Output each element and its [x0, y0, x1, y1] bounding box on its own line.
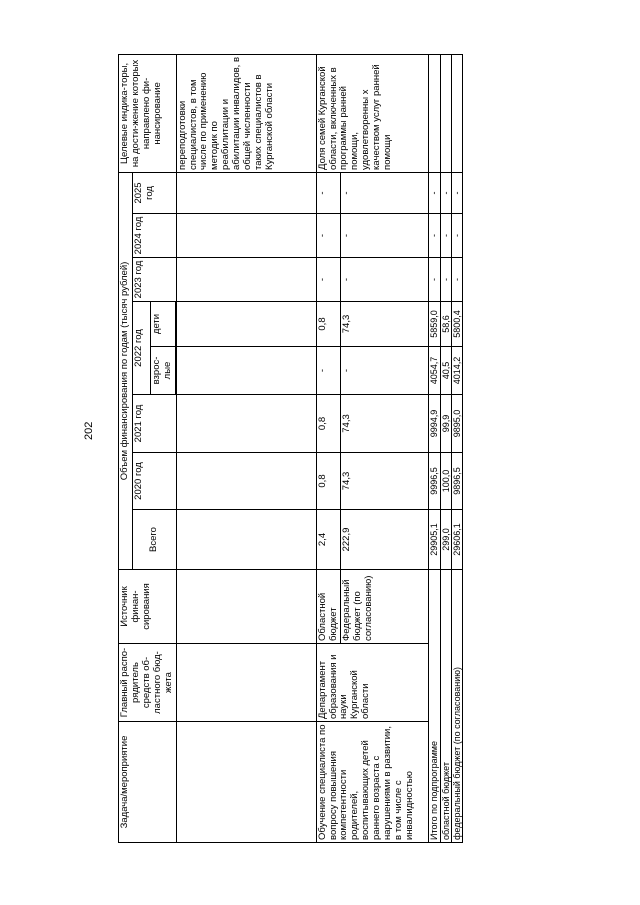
summary-2021: 9895,0 [452, 395, 463, 453]
summary-adults: 4054,7 [429, 347, 440, 395]
header-2022: 2022 год [132, 302, 150, 395]
summary-2025: - [429, 172, 440, 213]
summary-row-regional [440, 54, 451, 842]
header-2021: 2021 год [132, 395, 176, 453]
source-cell: Федеральный бюджет (по согласованию) [341, 570, 429, 644]
table-row [316, 54, 341, 842]
y2021-cell: 74,3 [341, 395, 429, 453]
header-2024: 2024 год [132, 214, 176, 258]
summary-2021: 9994,9 [429, 395, 440, 453]
summary-label: Итого по подпрограмме [429, 570, 440, 843]
summary-total: 299,0 [440, 510, 451, 570]
task-cell: Обучение специалиста по вопросу повышения компетентности родителей, воспитывающих детей раннего возраста с нарушениями в развитии, в том числе с инвалидностью [316, 722, 429, 843]
summary-2020: 9996,5 [429, 453, 440, 510]
summary-2023: - [429, 258, 440, 302]
page-number: 202 [83, 421, 95, 440]
total-cell: 222,9 [341, 510, 429, 570]
summary-2021: 99,9 [440, 395, 451, 453]
summary-2024: - [440, 214, 451, 258]
rotated-document [118, 55, 528, 843]
header-targets: Целевые индика-торы, на дости-жение которых направлено фи-нансирование [119, 54, 177, 172]
summary-2024: - [452, 214, 463, 258]
y2020-cell: 0,8 [316, 453, 341, 510]
summary-2020: 9896,5 [452, 453, 463, 510]
y2023-cell: - [316, 258, 341, 302]
header-children: дети [150, 302, 175, 347]
continued-row [176, 54, 316, 842]
header-2025: 2025 год [132, 172, 176, 213]
summary-children: 58,6 [440, 302, 451, 347]
summary-2023: - [440, 258, 451, 302]
summary-2025: - [440, 172, 451, 213]
summary-row-federal [452, 54, 463, 842]
summary-2023: - [452, 258, 463, 302]
total-cell: 2,4 [316, 510, 341, 570]
y2024-cell: - [316, 214, 341, 258]
manager-cell: Департамент образования и науки Курганской области [316, 644, 429, 722]
header-2023: 2023 год [132, 258, 176, 302]
header-source: Источник финан-сирования [119, 570, 177, 644]
header-volume: Объем финансирования по годам (тысяч рублей) [119, 172, 133, 569]
summary-label: областной бюджет [440, 570, 451, 843]
header-task: Задача/мероприятие [119, 722, 177, 843]
summary-adults: 4014,2 [452, 347, 463, 395]
header-adults: взрос-лые [150, 347, 175, 395]
y2024-cell: - [341, 214, 429, 258]
y2023-cell: - [341, 258, 429, 302]
y2025-cell: - [316, 172, 341, 213]
source-cell: Областной бюджет [316, 570, 341, 644]
header-total: Всего [132, 510, 176, 570]
summary-label: федеральный бюджет (по согласованию) [452, 570, 463, 843]
adults-cell: - [316, 347, 341, 395]
summary-total: 29606,1 [452, 510, 463, 570]
summary-2024: - [429, 214, 440, 258]
summary-2025: - [452, 172, 463, 213]
target-cell: Доля семей Курганской области, включенных в программы ранней помощи, удовлетворенны х качеством услуг ранней помощи [316, 54, 429, 172]
header-manager: Главный распо-рядитель средств об-ластного бюд-жета [119, 644, 177, 722]
summary-2020: 100,0 [440, 453, 451, 510]
adults-cell: - [341, 347, 429, 395]
y2021-cell: 0,8 [316, 395, 341, 453]
header-2020: 2020 год [132, 453, 176, 510]
children-cell: 0,8 [316, 302, 341, 347]
summary-adults: 40,5 [440, 347, 451, 395]
summary-children: 5800,4 [452, 302, 463, 347]
target-continued: переподготовки специалистов, в том числе по применению методик по реабилитации и абилитации инвалидов, в общей численности таких специалистов в Курганской области [176, 54, 316, 172]
y2025-cell: - [341, 172, 429, 213]
y2020-cell: 74,3 [341, 453, 429, 510]
summary-row-total [429, 54, 440, 842]
summary-children: 5859,0 [429, 302, 440, 347]
children-cell: 74,3 [341, 302, 429, 347]
header-row-1 [119, 54, 133, 842]
summary-total: 29905,1 [429, 510, 440, 570]
financing-table [118, 54, 463, 843]
